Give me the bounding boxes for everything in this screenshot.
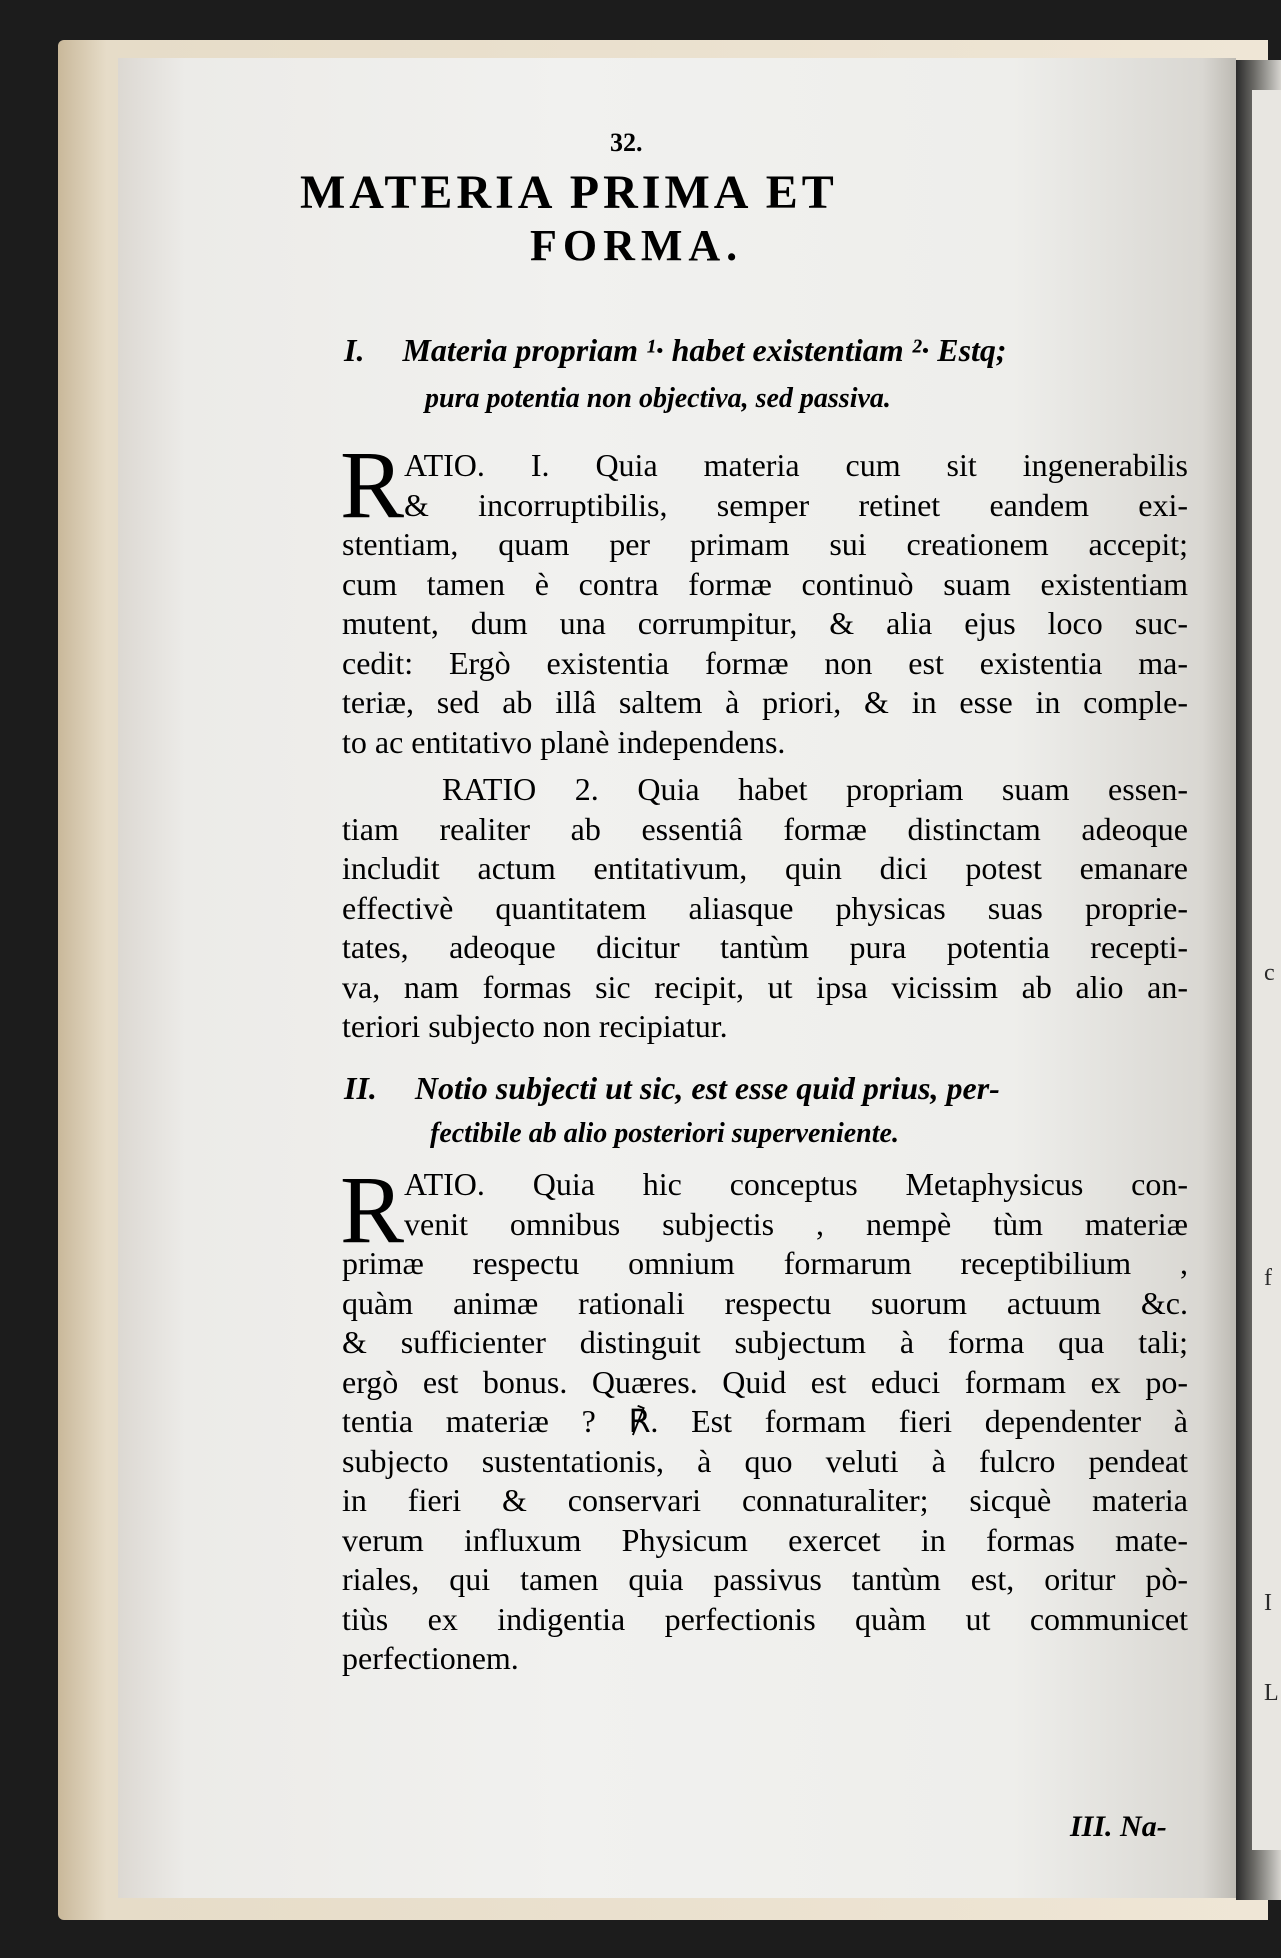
chapter-title-line1: MATERIA PRIMA ET [300, 166, 838, 219]
ratio-1-line: to ac entitativo planè independens. [342, 723, 786, 760]
ratio-2-paragraph [342, 770, 1188, 1047]
ratio-2-line: teriori subjecto non recipiatur. [342, 1008, 728, 1044]
ratio-3-line: riales, qui tamen quia passivus tantùm est, oritur pò- [342, 1561, 1188, 1597]
ratio-3-line: venit omnibus subjectis , nempè tùm materiæ [404, 1205, 1188, 1242]
thesis-2-line1 [344, 1070, 1000, 1107]
catchword: III. Na- [1070, 1810, 1167, 1843]
drop-cap-ratio-3: R [340, 1156, 405, 1263]
page-number: 32. [610, 128, 643, 157]
ratio-2-line: tates, adeoque dicitur tantùm pura potentia recepti- [342, 929, 1188, 965]
ratio-3-line: tiùs ex indigentia perfectionis quàm ut communicet [342, 1600, 1188, 1637]
chapter-title-line2: FORMA. [530, 221, 744, 270]
ratio-2-line: va, nam formas sic recipit, ut ipsa vicissim ab alio an- [342, 968, 1188, 1005]
ratio-2-line: includit actum entitativum, quin dici potest emanare [342, 850, 1188, 886]
ratio-3-line: quàm animæ rationali respectu suorum actuum &c. [342, 1284, 1188, 1321]
ratio-3-paragraph [340, 1156, 1188, 1679]
ratio-1-line: & incorruptibilis, semper retinet eandem exi- [404, 486, 1188, 523]
ratio-3-line: subjecto sustentationis, à quo veluti à fulcro pendeat [342, 1442, 1188, 1479]
ratio-3-line: verum influxum Physicum exercet in formas mate- [342, 1521, 1188, 1558]
drop-cap-ratio-1: R [340, 431, 405, 538]
ratio-3-line: & sufficienter distinguit subjectum à forma qua tali; [342, 1324, 1188, 1360]
ratio-1-line: stentiam, quam per primam sui creationem accepit; [342, 526, 1188, 562]
ratio-3-line: in fieri & conservari connaturaliter; sicquè materia [342, 1482, 1188, 1518]
thesis-2-number: II. [344, 1070, 377, 1106]
ratio-3-line: ergò est bonus. Quæres. Quid est educi formam ex po- [342, 1363, 1188, 1400]
ratio-2-line: effectivè quantitatem aliasque physicas suas proprie- [342, 889, 1188, 926]
ratio-3-line: tentia materiæ ? ℟. Est formam fieri dependenter à [342, 1403, 1188, 1439]
thesis-2-line2: fectibile ab alio posteriori superveniente. [430, 1118, 899, 1149]
ratio-3-line: ATIO. Quia hic conceptus Metaphysicus con- [404, 1166, 1188, 1202]
ratio-1-line: teriæ, sed ab illâ saltem à priori, & in esse in comple- [342, 684, 1188, 720]
next-page-fragment: I [1264, 1590, 1272, 1616]
ratio-3-line: primæ respectu omnium formarum receptibilium , [342, 1245, 1188, 1281]
thesis-1-line1 [344, 332, 1007, 369]
ratio-1-line: ATIO. I. Quia materia cum sit ingenerabilis [404, 447, 1188, 483]
thesis-1-line2: pura potentia non objectiva, sed passiva. [425, 383, 891, 414]
ratio-3-line: perfectionem. [342, 1640, 519, 1676]
ratio-2-line: tiam realiter ab essentiâ formæ distinctam adeoque [342, 810, 1188, 847]
ratio-1-line: cum tamen è contra formæ continuò suam existentiam [342, 565, 1188, 602]
next-page-fragment: L [1264, 1680, 1279, 1706]
ratio-2-line: RATIO 2. Quia habet propriam suam essen- [442, 771, 1188, 807]
ratio-1-line: mutent, dum una corrumpitur, & alia ejus loco suc- [342, 605, 1188, 641]
next-page-fragment: f [1264, 1265, 1272, 1291]
thesis-1-text: Materia propriam ¹· habet existentiam ²· Estq; [402, 332, 1007, 368]
next-page-fragment: c [1264, 960, 1275, 986]
next-page-edge [1252, 90, 1281, 1850]
ratio-1-line: cedit: Ergò existentia formæ non est existentia ma- [342, 644, 1188, 681]
thesis-2-text: Notio subjecti ut sic, est esse quid prius, per- [414, 1070, 1000, 1106]
ratio-1-paragraph [340, 431, 1188, 762]
thesis-1-number: I. [344, 332, 365, 368]
